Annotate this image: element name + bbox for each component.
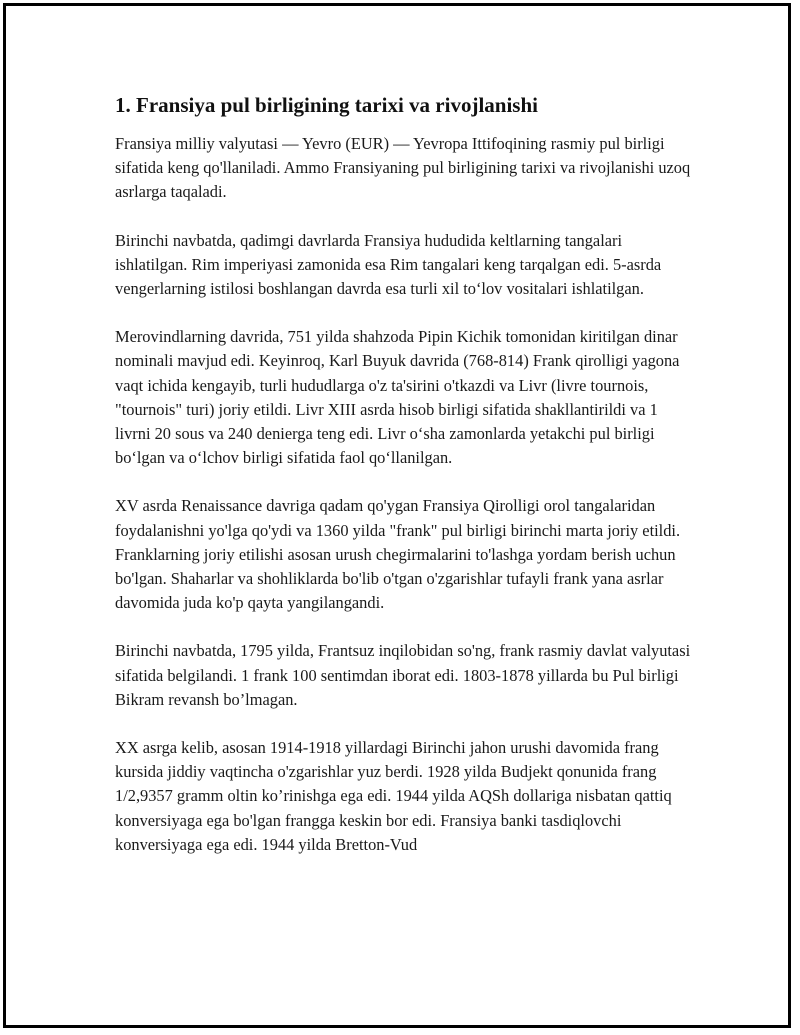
paragraph-3: Merovindlarning davrida, 751 yilda shahzoda Pipin Kichik tomonidan kiritilgan dinar nominali mavjud edi. Keyinroq, Karl Buyuk davrida (768-814) Frank qirolligi yagona vaqt ichida kengayib, turli hududlarga o'z ta'sirini o'tkazdi va Livr (livre tournois, "tournois" turi) joriy etildi. Livr XIII asrda hisob birligi sifatida shakllantirildi va 1 livrni 20 sous va 240 denierga teng edi. Livr o‘sha zamonlarda yetakchi pul birligi bo‘lgan va o‘lchov birligi sifatida faol qo‘llanilgan. — [115, 327, 680, 468]
paragraph-6: XX asrga kelib, asosan 1914-1918 yillardagi Birinchi jahon urushi davomida frang kursida jiddiy vaqtincha o'zgarishlar yuz berdi. 1928 yilda Budjekt qonunida frang 1/2,9357 gramm oltin ko’rinishga ega edi. 1944 yilda AQSh dollariga nisbatan qattiq konversiyaga ega bo'lgan frangga keskin bor edi. Fransiya banki tasdiqlovchi konversiyaga ega edi. 1944 yilda Bretton-Vud — [115, 738, 672, 854]
paragraph-2: Birinchi navbatda, qadimgi davrlarda Fransiya hududida keltlarning tangalari ishlatilgan. Rim imperiyasi zamonida esa Rim tangalari keng tarqalgan edi. 5-asrda vengerlarning istilosi boshlangan davrda esa turli xil to‘lov vositalari ishlatilgan. — [115, 230, 662, 299]
paragraph-4: XV asrda Renaissance davriga qadam qo'ygan Fransiya Qirolligi orol tangalaridan foydalanishni yo'lga qo'ydi va 1360 yilda "frank" pul birligi birinchi marta joriy etildi. Franklarning joriy etilishi asosan urush chegirmalarini to'lashga yordam berish uchun bo'lgan. Shaharlar va shohliklarda bo'lib o'tgan o'zgarishlar tufayli frank yana asrlar davomida juda ko'p qayta yangilangandi. — [115, 496, 681, 613]
document-body — [115, 92, 695, 881]
section-heading: 1. Fransiya pul birligining tarixi va rivojlanishi — [115, 93, 538, 117]
paragraph-5: Birinchi navbatda, 1795 yilda, Frantsuz inqilobidan so'ng, frank rasmiy davlat valyutasi sifatida belgilandi. 1 frank 100 sentimdan iborat edi. 1803-1878 yillarda bu Pul birligi Bikram revansh bo’lmagan. — [115, 641, 691, 709]
paragraph-1: Fransiya milliy valyutasi — Yevro (EUR) — Yevropa Ittifoqining rasmiy pul birligi sifatida keng qo'llaniladi. Ammo Fransiyaning pul birligining tarixi va rivojlanishi uzoq asrlarga taqaladi. — [115, 134, 691, 202]
